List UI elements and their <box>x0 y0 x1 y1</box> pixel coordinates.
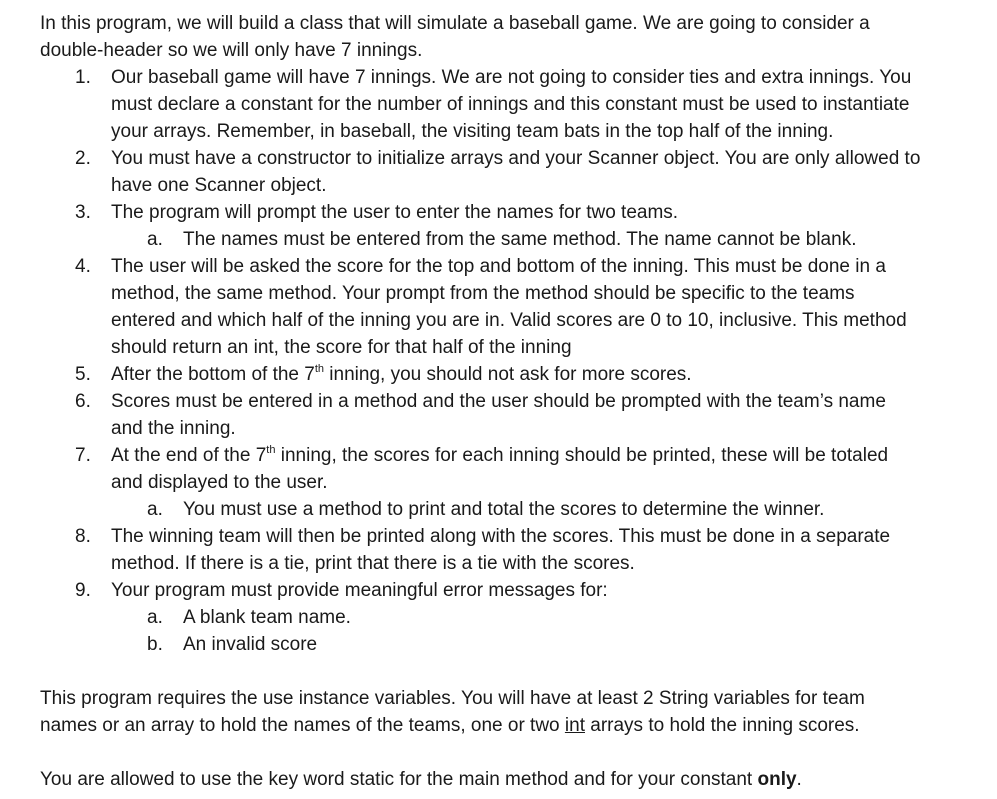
list-number: 1. <box>75 67 91 88</box>
text-run: arrays to hold the inning scores. <box>584 715 860 736</box>
item-text-line: method, the same method. Your prompt from the method should be specific to the teams <box>111 283 855 304</box>
superscript-th: th <box>266 444 276 456</box>
text-run: inning, the scores for each inning should be printed, these will be totaled <box>275 445 889 466</box>
list-item-4-cont <box>40 307 980 334</box>
list-item-1 <box>40 64 980 91</box>
list-item-6 <box>40 388 980 415</box>
list-number: 8. <box>75 526 91 547</box>
paragraph-gap <box>40 658 980 685</box>
item-text-line: Your program must provide meaningful error messages for: <box>111 580 608 601</box>
text-run: names or an array to hold the names of the teams, one or two <box>40 715 565 736</box>
sub-item-9b <box>40 631 980 658</box>
list-number: 9. <box>75 580 91 601</box>
sub-letter: a. <box>147 607 163 628</box>
list-number: 5. <box>75 364 91 385</box>
intro-line-2: double-header so we will only have 7 innings. <box>40 40 423 61</box>
list-item-8 <box>40 523 980 550</box>
item-text-line: method. If there is a tie, print that there is a tie with the scores. <box>111 553 635 574</box>
sub-letter: a. <box>147 499 163 520</box>
item-text-line: should return an int, the score for that half of the inning <box>111 337 572 358</box>
item-text-line: your arrays. Remember, in baseball, the visiting team bats in the top half of the inning. <box>111 121 834 142</box>
list-item-1-cont <box>40 91 980 118</box>
sub-item-7a <box>40 496 980 523</box>
list-item-5 <box>40 361 980 388</box>
text-run: You are allowed to use the key word static for the main method and for your constant <box>40 769 758 790</box>
text-run: At the end of the 7 <box>111 445 267 466</box>
text-run: After the bottom of the 7 <box>111 364 315 385</box>
list-number: 3. <box>75 202 91 223</box>
text-run: . <box>796 769 802 790</box>
list-item-3 <box>40 199 980 226</box>
item-text-line <box>111 361 980 388</box>
item-text-line <box>111 442 980 469</box>
sub-item-text: A blank team name. <box>183 607 351 628</box>
item-text-line: The winning team will then be printed along with the scores. This must be done in a separate <box>111 526 891 547</box>
sub-item-text: You must use a method to print and total the scores to determine the winner. <box>183 499 825 520</box>
item-text-line: entered and which half of the inning you are in. Valid scores are 0 to 10, inclusive. This method <box>111 310 907 331</box>
para3-line <box>40 766 980 793</box>
item-text-line: Scores must be entered in a method and the user should be prompted with the team’s name <box>111 391 886 412</box>
item-text-line: The program will prompt the user to enter the names for two teams. <box>111 202 679 223</box>
list-number: 4. <box>75 256 91 277</box>
list-item-4-cont <box>40 334 980 361</box>
item-text-line: You must have a constructor to initialize arrays and your Scanner object. You are only allowed to <box>111 148 921 169</box>
item-text-line: The user will be asked the score for the top and bottom of the inning. This must be done in a <box>111 256 886 277</box>
list-number: 2. <box>75 148 91 169</box>
list-item-7 <box>40 442 980 469</box>
list-item-4 <box>40 253 980 280</box>
item-text-line: must declare a constant for the number of innings and this constant must be used to instantiate <box>111 94 910 115</box>
list-item-1-cont <box>40 118 980 145</box>
sub-letter: a. <box>147 229 163 250</box>
item-text-line: and displayed to the user. <box>111 472 328 493</box>
list-number: 6. <box>75 391 91 412</box>
sub-letter: b. <box>147 634 163 655</box>
sub-item-text: The names must be entered from the same method. The name cannot be blank. <box>183 229 857 250</box>
list-item-9 <box>40 577 980 604</box>
para2-line-2 <box>40 712 980 739</box>
text-run: inning, you should not ask for more scores. <box>324 364 692 385</box>
list-item-2 <box>40 145 980 172</box>
underlined-int: int <box>564 715 585 736</box>
item-text-line: and the inning. <box>111 418 236 439</box>
paragraph-gap <box>40 739 980 766</box>
list-item-7-cont <box>40 469 980 496</box>
sub-item-text: An invalid score <box>183 634 318 655</box>
intro-line-1: In this program, we will build a class that will simulate a baseball game. We are going to consider a <box>40 13 870 34</box>
item-text-line: Our baseball game will have 7 innings. We are not going to consider ties and extra innings. You <box>111 67 912 88</box>
list-item-6-cont <box>40 415 980 442</box>
list-item-2-cont <box>40 172 980 199</box>
document-body <box>40 10 980 793</box>
superscript-th: th <box>314 363 325 375</box>
item-text-line: have one Scanner object. <box>111 175 327 196</box>
bold-only: only <box>757 769 797 790</box>
sub-item-3a <box>40 226 980 253</box>
list-item-4-cont <box>40 280 980 307</box>
list-item-8-cont <box>40 550 980 577</box>
para2-line-1: This program requires the use instance variables. You will have at least 2 String variables for team <box>40 688 865 709</box>
list-number: 7. <box>75 445 91 466</box>
sub-item-9a <box>40 604 980 631</box>
